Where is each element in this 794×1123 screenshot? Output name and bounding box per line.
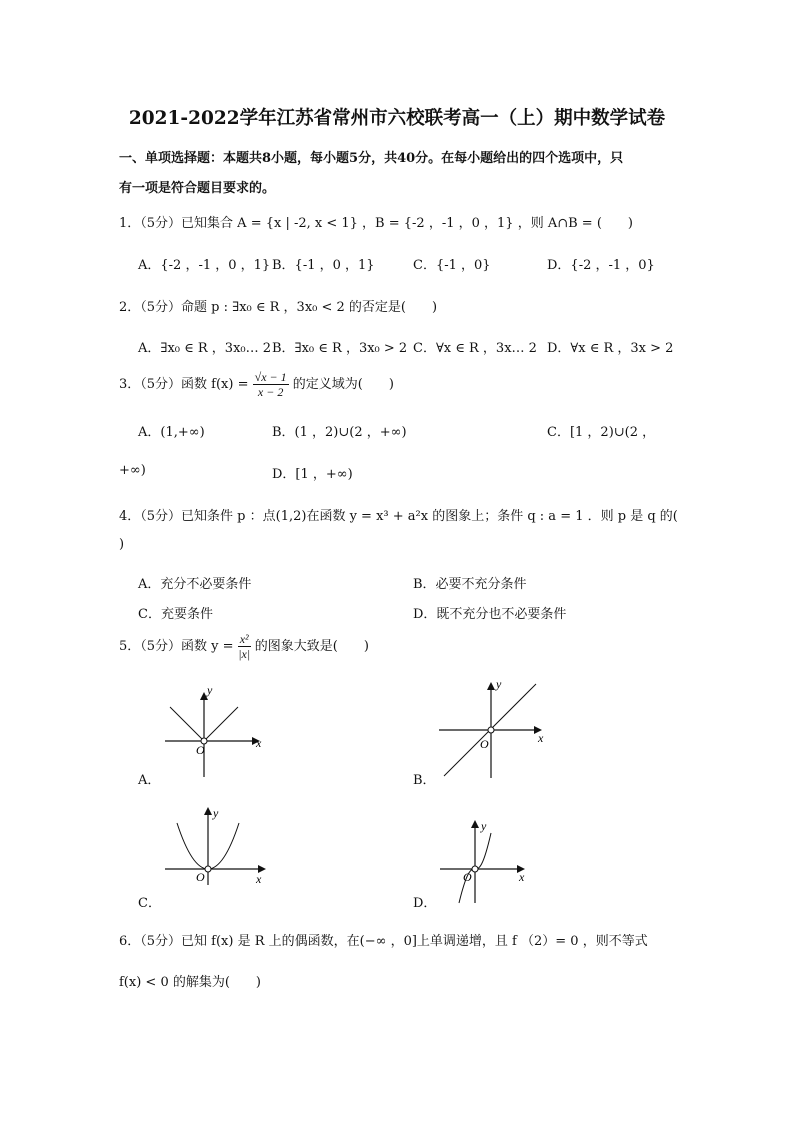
q2-option-b[interactable]: B．∃x₀ ∈ R ，3x₀ > 2 xyxy=(272,341,408,356)
question-6-stem: 6．（5分）已知 f(x) 是 R 上的偶函数，在(−∞ ，0]上单调递增，且 f （2）= 0 ，则不等式 xyxy=(119,934,648,949)
q5-graph-d[interactable] xyxy=(437,815,533,905)
q5-graph-c[interactable] xyxy=(162,803,272,885)
q3-fraction-denominator: x − 2 xyxy=(257,385,284,399)
q5-graph-a[interactable] xyxy=(160,682,270,782)
y-axis-label: y xyxy=(207,683,213,697)
q3-option-a[interactable]: A．(1,+∞) xyxy=(138,425,205,440)
y-axis-arrow xyxy=(487,682,495,690)
q3-option-b[interactable]: B．(1 ，2)∪(2 ，+∞) xyxy=(272,425,407,440)
q3-fraction xyxy=(253,370,289,399)
section-instructions-line1: 一、单项选择题：本题共8小题，每小题5分，共40分。在每小题给出的四个选项中，只 xyxy=(119,151,624,166)
q5-fraction xyxy=(238,632,251,661)
q4-option-b[interactable]: B．必要不充分条件 xyxy=(413,577,527,592)
hole-at-origin xyxy=(205,866,211,872)
q1-option-a[interactable]: A．{-2 ，-1 ，0 ，1} xyxy=(138,258,271,273)
origin-label: O xyxy=(463,870,472,884)
q5-option-c-label[interactable]: C． xyxy=(138,896,161,911)
curve-left xyxy=(170,707,204,741)
q1-option-b[interactable]: B．{-1 ，0 ，1} xyxy=(272,258,375,273)
x-axis-label: x xyxy=(538,731,544,745)
origin-label: O xyxy=(196,743,205,757)
hole-at-origin xyxy=(488,727,494,733)
q3-stem-post: 的定义域为( ) xyxy=(292,377,394,392)
question-4-stem-continued: ) xyxy=(119,537,125,552)
question-2-stem: 2．（5分）命题 p : ∃x₀ ∈ R ，3x₀ < 2 的否定是( ) xyxy=(119,300,438,315)
q2-option-a[interactable]: A．∃x₀ ∈ R ，3x₀… 2 xyxy=(138,341,272,356)
y-axis-arrow xyxy=(204,807,212,815)
x-axis-label: x xyxy=(519,870,525,884)
question-6-stem-continued: f(x) < 0 的解集为( ) xyxy=(119,975,261,990)
q5-option-a-label[interactable]: A． xyxy=(138,773,161,788)
question-5-stem xyxy=(119,632,369,661)
q5-fraction-denominator: |x| xyxy=(238,647,251,661)
q5-option-d-label[interactable]: D． xyxy=(413,896,437,911)
hole-at-origin xyxy=(472,866,478,872)
q1-option-d[interactable]: D．{-2 ，-1 ，0} xyxy=(547,258,655,273)
q5-fraction-numerator: x² xyxy=(239,632,249,646)
q2-option-d[interactable]: D．∀x ∈ R ，3x > 2 xyxy=(547,341,674,356)
question-3-stem xyxy=(119,370,394,399)
q2-option-c[interactable]: C．∀x ∈ R ，3x… 2 xyxy=(413,341,537,356)
origin-label: O xyxy=(480,737,489,751)
q1-option-c[interactable]: C．{-1 ，0} xyxy=(413,258,491,273)
q3-stem-pre: 3．（5分）函数 f(x) = xyxy=(119,377,249,392)
y-axis-label: y xyxy=(481,819,487,833)
q4-option-d[interactable]: D．既不充分也不必要条件 xyxy=(413,607,567,622)
question-1-stem: 1．（5分）已知集合 A = {x | -2, x < 1} ，B = {-2 ，-1 ，0 ，1} ，则 A∩B = ( ) xyxy=(119,216,633,231)
y-axis-label: y xyxy=(213,806,219,820)
y-axis-label: y xyxy=(496,678,502,691)
curve-right xyxy=(204,707,238,741)
origin-label: O xyxy=(196,870,205,884)
q5-graph-b[interactable] xyxy=(436,678,552,780)
q4-option-c[interactable]: C．充要条件 xyxy=(138,607,213,622)
q3-option-c[interactable]: C．[1 ，2)∪(2 ， xyxy=(547,425,656,440)
x-axis-label: x xyxy=(256,872,262,885)
q5-stem-pre: 5．（5分）函数 y = xyxy=(119,639,234,654)
q3-fraction-numerator: √x − 1 xyxy=(254,370,287,384)
q3-option-c-continued: +∞) xyxy=(119,463,146,478)
q5-option-b-label[interactable]: B． xyxy=(413,773,436,788)
y-axis-arrow xyxy=(471,820,479,828)
section-instructions-line2: 有一项是符合题目要求的。 xyxy=(119,181,276,196)
x-axis-label: x xyxy=(256,736,262,750)
q4-option-a[interactable]: A．充分不必要条件 xyxy=(138,577,252,592)
q3-option-d[interactable]: D．[1 ，+∞) xyxy=(272,467,353,482)
exam-title: 2021-2022学年江苏省常州市六校联考高一（上）期中数学试卷 xyxy=(128,108,666,129)
q5-stem-post: 的图象大致是( ) xyxy=(254,639,369,654)
question-4-stem: 4．（5分）已知条件 p ：点(1,2)在函数 y = x³ + a²x 的图象上；条件 q : a = 1 ．则 p 是 q 的( xyxy=(119,509,678,524)
